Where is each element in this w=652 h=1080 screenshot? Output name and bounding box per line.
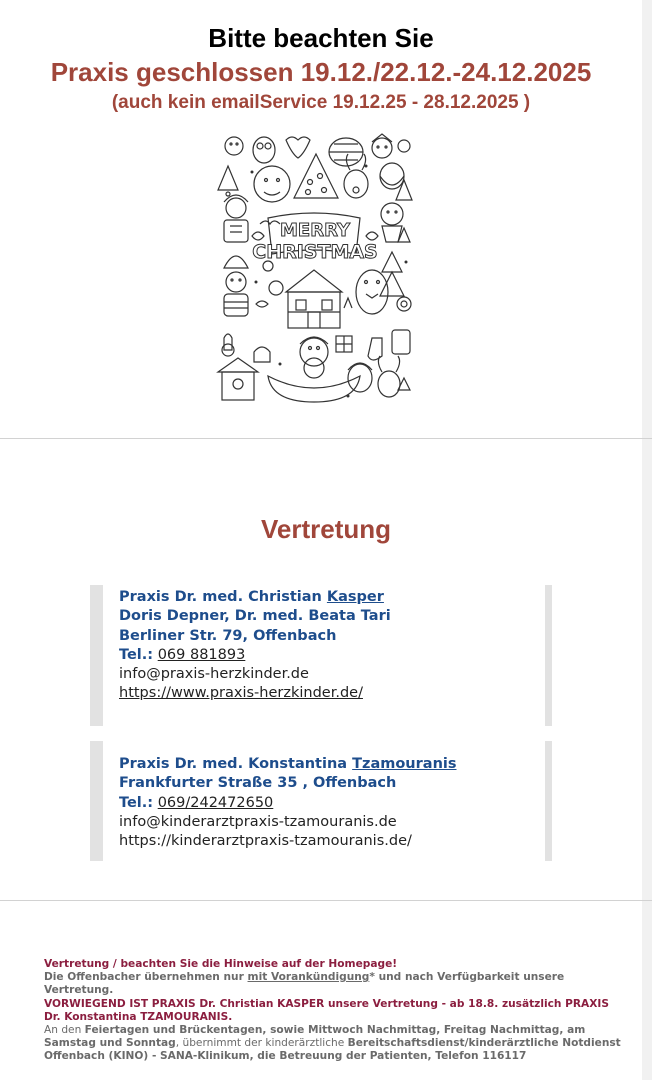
substitute-card-kasper	[90, 585, 552, 726]
practice-name-prefix: Praxis Dr. med. Christian	[119, 589, 327, 605]
footer-holiday-text-a: An den	[44, 1024, 85, 1037]
phone-link[interactable]: 069/242472650	[157, 794, 274, 811]
email-link[interactable]: info@kinderarztpraxis-tzamouranis.de	[119, 813, 397, 830]
card-right-bar	[545, 585, 552, 726]
footer-holiday-text-c: , übernimmt der kinderärztliche	[175, 1037, 348, 1050]
footer-notes	[44, 958, 624, 1064]
merry-christmas-coloring-page-icon	[216, 132, 414, 408]
practice-name-link[interactable]: Kasper	[326, 589, 384, 605]
christmas-text: CHRISTMAS	[252, 241, 378, 263]
footer-holiday-days: Feiertagen und Brückentagen, sowie Mittwoch Nachmittag, Freitag Nachmittag, am Samstag und Sonntag	[44, 1024, 586, 1050]
section-divider-top	[0, 438, 652, 439]
website-link[interactable]: https://kinderarztpraxis-tzamouranis.de/	[119, 833, 412, 850]
card-right-bar	[545, 741, 552, 861]
closure-dates: Praxis geschlossen 19.12./22.12.-24.12.2025	[50, 57, 592, 87]
phone-label: Tel.:	[119, 794, 154, 811]
footer-homepage-hint: Vertretung / beachten Sie die Hinweise auf der Homepage!	[44, 958, 398, 970]
website-link[interactable]: https://www.praxis-herzkinder.de/	[119, 685, 363, 702]
email-link[interactable]: info@praxis-herzkinder.de	[119, 666, 309, 683]
practice-address: Berliner Str. 79, Offenbach	[119, 627, 337, 644]
card-left-bar	[90, 585, 103, 726]
advance-notice-link[interactable]: mit Vorankündigung	[247, 971, 370, 984]
section-divider-bottom	[0, 900, 652, 901]
footer-primary-substitute: VORWIEGEND IST PRAXIS Dr. Christian KASPER unsere Vertretung - ab 18.8. zusätzlich PRAXIS Dr. Konstantina TZAMOURANIS.	[44, 997, 609, 1023]
christmas-coloring-image	[216, 132, 414, 408]
footer-advance-text-a: Die Offenbacher übernehmen nur	[44, 971, 248, 984]
phone-label: Tel.:	[119, 646, 154, 663]
substitute-card-tzamouranis	[90, 741, 552, 861]
footer-holiday-service	[44, 1024, 624, 1064]
phone-row	[119, 794, 457, 813]
notice-heading: Bitte beachten Sie	[208, 23, 434, 53]
closure-notice	[0, 22, 642, 116]
footer-advance-notice	[44, 971, 624, 997]
practice-name-link[interactable]: Tzamouranis	[352, 756, 457, 772]
card-body	[119, 588, 391, 704]
email-service-notice: (auch kein emailService 19.12.25 - 28.12.2025 )	[111, 92, 531, 113]
merry-text: MERRY	[280, 220, 350, 241]
card-body	[119, 755, 457, 851]
phone-row	[119, 646, 391, 665]
practice-address: Frankfurter Straße 35 , Offenbach	[119, 775, 397, 792]
doctor-names: Doris Depner, Dr. med. Beata Tari	[119, 608, 391, 625]
practice-name-prefix: Praxis Dr. med. Konstantina	[119, 756, 353, 772]
footer-emergency-service: Bereitschaftsdienst/kinderärztliche Notdienst Offenbach (KINO) - SANA-Klinikum, die Betreuung der Patienten, Telefon 116117	[44, 1037, 621, 1063]
card-left-bar	[90, 741, 103, 861]
phone-link[interactable]: 069 881893	[157, 646, 246, 663]
vertretung-heading: Vertretung	[260, 514, 392, 544]
practice-name	[119, 588, 391, 607]
footer-advance-text-b: * und nach Verfügbarkeit unsere Vertretung.	[44, 971, 565, 997]
practice-name	[119, 755, 457, 774]
